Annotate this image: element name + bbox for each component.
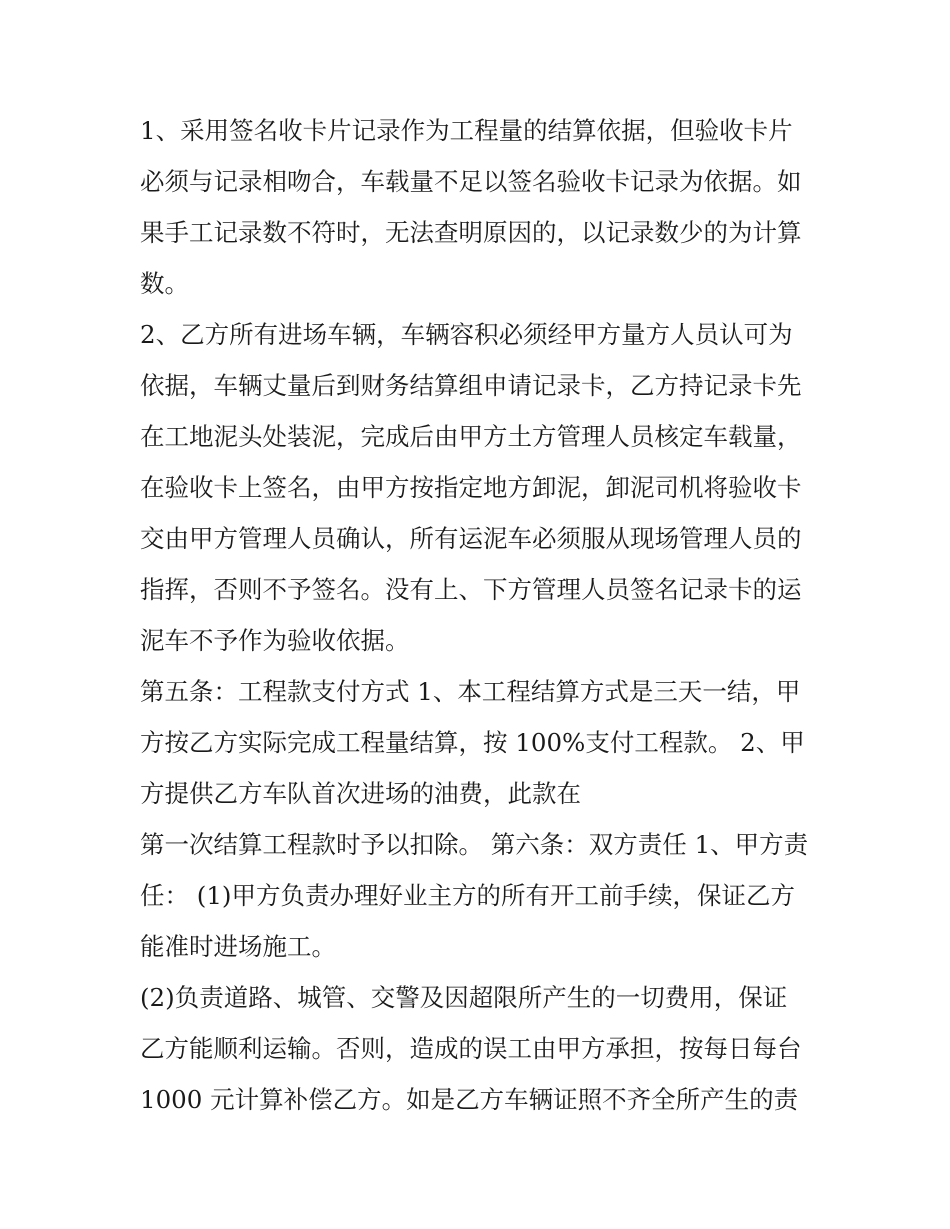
- text-line-18: (2)负责道路、城管、交警及因超限所产生的一切费用，保证: [140, 983, 788, 1012]
- text-line-6: 依据，车辆丈量后到财务结算组申请记录卡，乙方持记录卡先: [140, 371, 802, 400]
- text-line-1: 1、采用签名收卡片记录作为工程量的结算依据，但验收卡片: [140, 116, 793, 145]
- text-line-4: 数。: [140, 269, 189, 298]
- contract-text-block: [140, 105, 815, 1125]
- text-line-16: 任： (1)甲方负责办理好业主方的所有开工前手续，保证乙方: [140, 881, 795, 910]
- text-line-11: 泥车不予作为验收依据。: [140, 626, 410, 655]
- text-line-5: 2、乙方所有进场车辆，车辆容积必须经甲方量方人员认可为: [140, 320, 793, 349]
- text-line-13: 方按乙方实际完成工程量结算，按 100%支付工程款。 2、甲: [140, 728, 805, 757]
- text-line-2: 必须与记录相吻合，车载量不足以签名验收卡记录为依据。如: [140, 167, 802, 196]
- text-line-7: 在工地泥头处装泥，完成后由甲方土方管理人员核定车载量，: [140, 422, 802, 451]
- text-line-12: 第五条：工程款支付方式 1、本工程结算方式是三天一结，甲: [140, 677, 801, 706]
- text-line-17: 能准时进场施工。: [140, 932, 336, 961]
- text-line-9: 交由甲方管理人员确认，所有运泥车必须服从现场管理人员的: [140, 524, 802, 553]
- text-line-15: 第一次结算工程款时予以扣除。 第六条：双方责任 1、甲方责: [140, 830, 809, 859]
- text-line-3: 果手工记录数不符时，无法查明原因的，以记录数少的为计算: [140, 218, 802, 247]
- text-line-8: 在验收卡上签名，由甲方按指定地方卸泥，卸泥司机将验收卡: [140, 473, 802, 502]
- text-line-14: 方提供乙方车队首次进场的油费，此款在: [140, 779, 581, 808]
- text-line-10: 指挥，否则不予签名。没有上、下方管理人员签名记录卡的运: [140, 575, 802, 604]
- text-line-20: 1000 元计算补偿乙方。如是乙方车辆证照不齐全所产生的责: [140, 1085, 799, 1114]
- text-line-19: 乙方能顺利运输。否则，造成的误工由甲方承担，按每日每台: [140, 1034, 802, 1063]
